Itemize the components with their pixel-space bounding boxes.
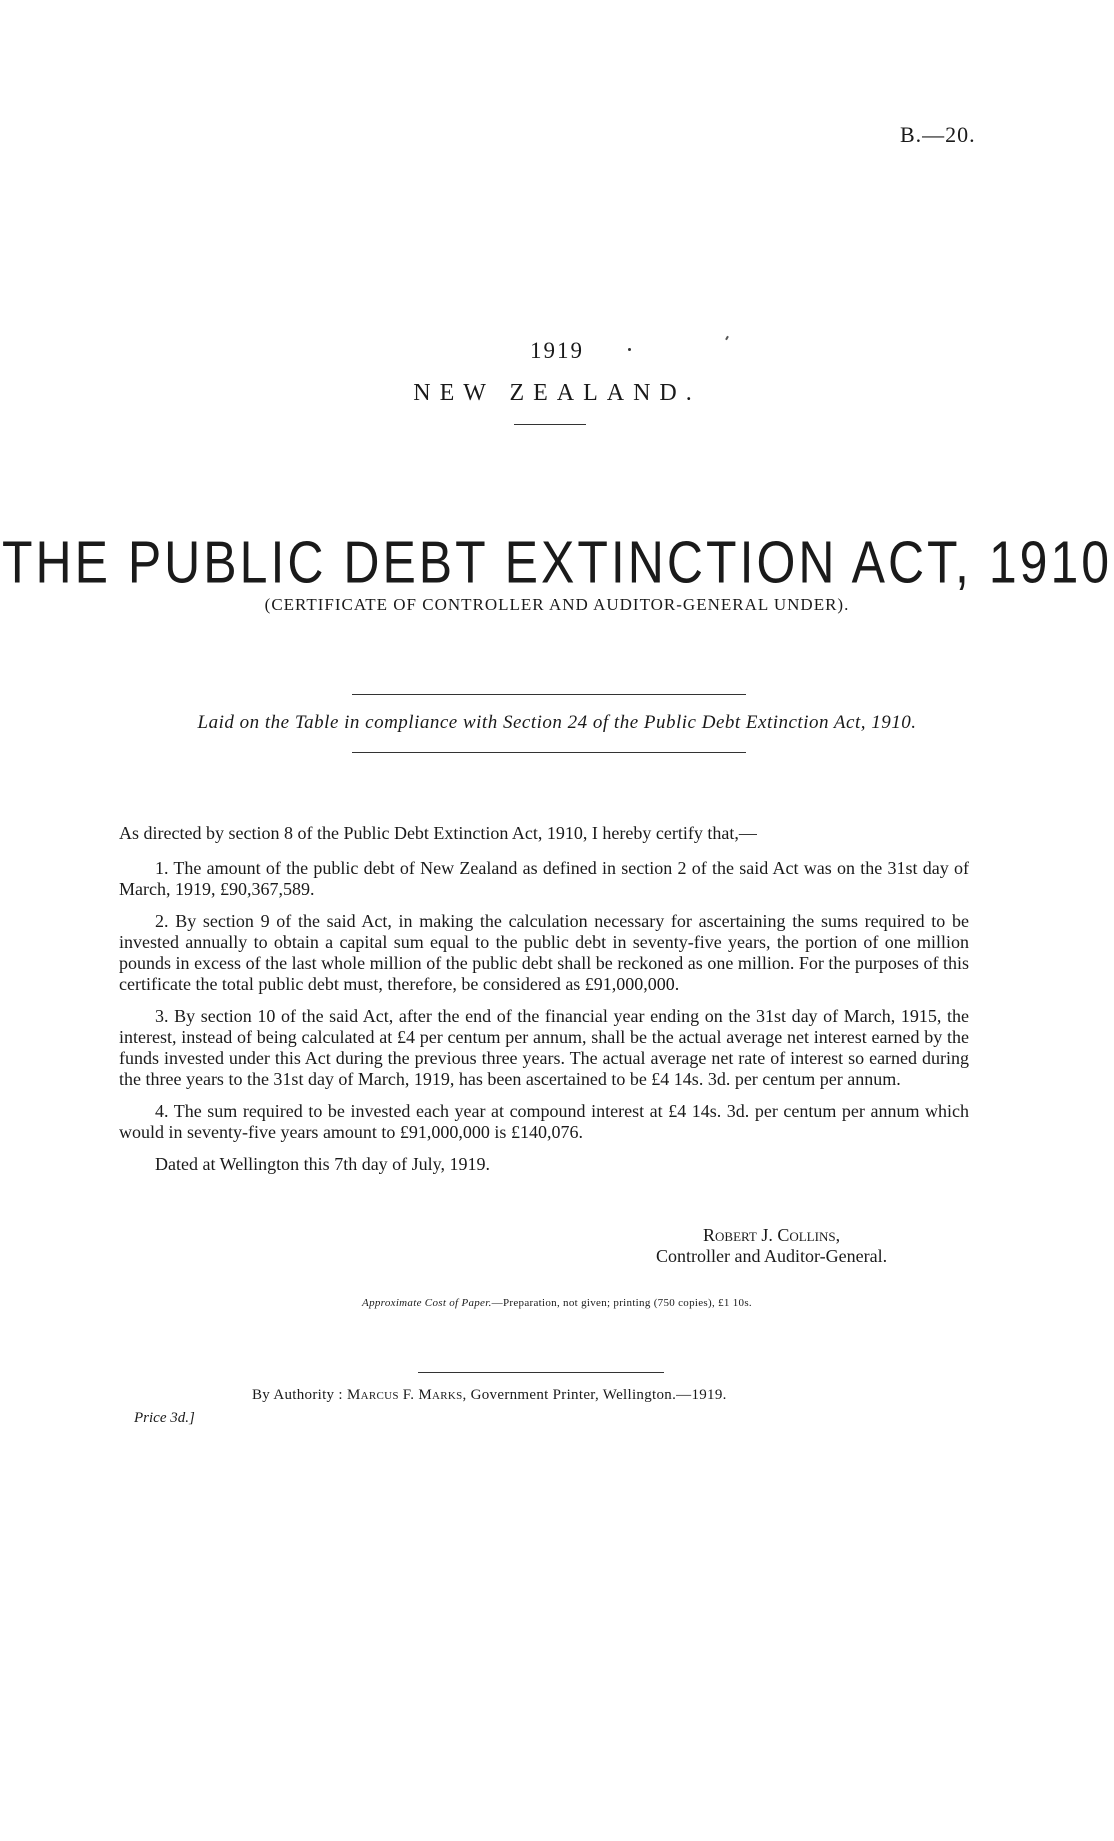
divider	[352, 752, 746, 753]
cost-label: Approximate Cost of Paper.	[362, 1297, 492, 1309]
certificate-paragraph: 3. By section 10 of the said Act, after the end of the financial year ending on the 31st day of March, 1915, the interest, instead of being calculated at £4 per centum per annum, shall be the actual average net interest earned by the funds invested under this Act during the previous three years. The actual average net rate of interest so earned during the three years to the 31st day of March, 1919, has been ascertained to be £4 14s. 3d. per centum per annum.	[119, 1006, 969, 1089]
authority-suffix: Government Printer, Wellington.—1919.	[466, 1387, 727, 1403]
printer-authority	[252, 1387, 727, 1404]
divider	[514, 424, 586, 425]
certificate-paragraph: 2. By section 9 of the said Act, in making the calculation necessary for ascertaining the sums required to be invested annually to obtain a capital sum equal to the public debt in seventy-five years, the portion of one million pounds in excess of the last whole million of the public debt shall be reckoned as one million. For the purposes of this certificate the total public debt must, therefore, be considered as £91,000,000.	[119, 911, 969, 994]
document-reference: B.—20.	[900, 122, 976, 147]
authority-prefix: By Authority :	[252, 1387, 347, 1403]
document-title: THE PUBLIC DEBT EXTINCTION ACT, 1910	[1, 529, 1113, 596]
divider	[352, 694, 746, 695]
signatory-name: Robert J. Collins,	[703, 1225, 841, 1245]
divider	[418, 1372, 664, 1373]
laid-on-table-notice: Laid on the Table in compliance with Section 24 of the Public Debt Extinction Act, 1910.	[197, 712, 917, 733]
masthead-country: NEW ZEALAND.	[413, 380, 701, 406]
dated-line: Dated at Wellington this 7th day of July, 1919.	[155, 1154, 491, 1174]
certificate-intro: As directed by section 8 of the Public Debt Extinction Act, 1910, I hereby certify that,—	[119, 823, 757, 843]
cost-of-paper	[0, 1297, 1114, 1309]
masthead-year: 1919	[530, 338, 584, 363]
price: Price 3d.]	[134, 1410, 195, 1426]
signatory-title: Controller and Auditor-General.	[656, 1246, 888, 1266]
certificate-paragraph: 4. The sum required to be invested each year at compound interest at £4 14s. 3d. per centum per annum which would in seventy-five years amount to £91,000,000 is £140,076.	[119, 1101, 969, 1142]
signature-block	[656, 1225, 887, 1267]
certificate-paragraph: 1. The amount of the public debt of New Zealand as defined in section 2 of the said Act was on the 31st day of March, 1919, £90,367,589.	[119, 858, 969, 899]
document-subtitle: (CERTIFICATE OF CONTROLLER AND AUDITOR-GENERAL UNDER).	[264, 595, 850, 614]
certificate-body	[119, 823, 969, 1186]
cost-text: —Preparation, not given; printing (750 copies), £1 10s.	[491, 1297, 752, 1309]
printer-name: Marcus F. Marks,	[346, 1387, 467, 1403]
